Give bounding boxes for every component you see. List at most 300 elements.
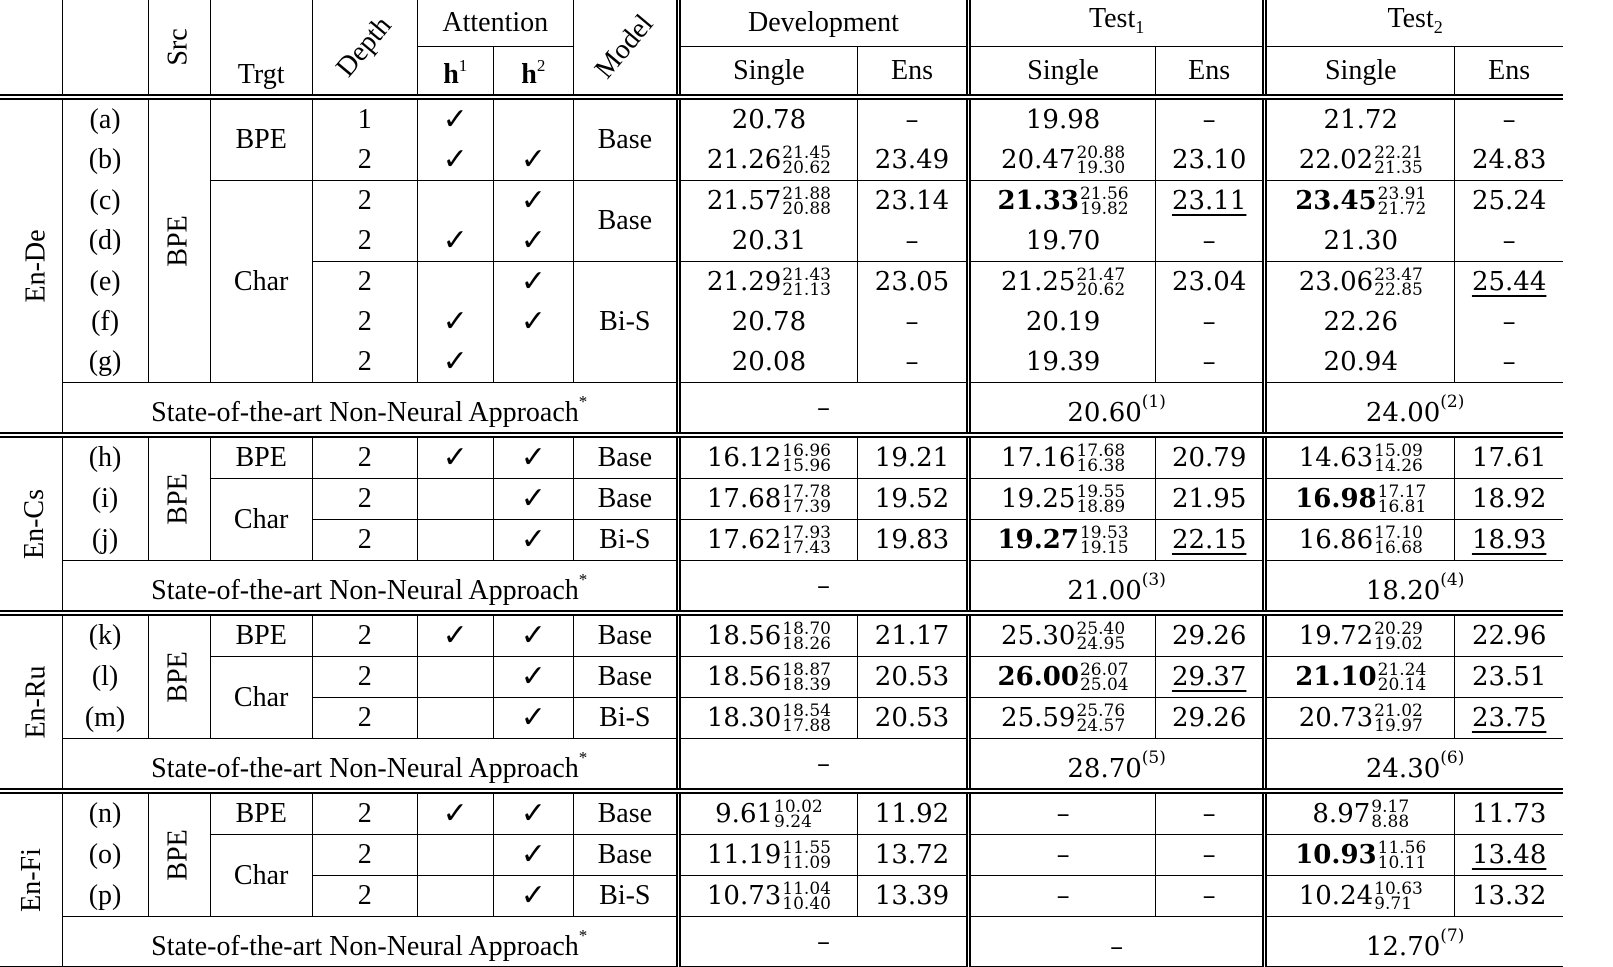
dev-single-cell [678,302,857,342]
score-main: 13.32 [1471,881,1547,911]
dev-single-cell [678,698,857,739]
score-range [1374,523,1423,558]
score-main: 23.05 [874,267,950,297]
sota-test1-value: 20.60 [1067,398,1142,428]
score-value [706,838,831,873]
score-range [1377,482,1427,517]
score-main: – [1202,226,1216,256]
score-range-min: 17.88 [782,716,831,736]
sota-test2-cell [1265,739,1563,792]
score-main: 10.93 [1295,840,1377,870]
row-id: (a) [62,97,148,140]
sota-test2-cell [1265,561,1563,614]
score-value [1172,145,1246,175]
dev-single-cell [678,435,857,479]
score-range-min: 22.85 [1374,280,1423,300]
header-trgt [210,0,312,97]
attention-h1-cell [417,435,493,479]
score-range-min: 19.82 [1079,199,1129,219]
score-range [1079,184,1129,219]
sota-test1-value: 21.00 [1067,576,1142,606]
score-main: 23.51 [1471,662,1547,692]
trgt-cell: Char [210,835,312,917]
score-main: – [1202,307,1216,337]
score-value [1472,621,1546,651]
score-value [875,484,949,514]
checkmark-icon: ✓ [442,343,468,379]
table-body [0,97,1563,967]
score-value [1295,838,1427,873]
t1-ens-cell [1156,698,1265,739]
score-range-max: 17.68 [1076,441,1126,461]
attention-h1-cell [417,342,493,383]
header-t2-single: Single [1265,47,1455,98]
dev-single-cell [678,876,857,917]
language-pair-cell [0,613,62,791]
score-range [1374,143,1423,178]
dev-single-cell [678,791,857,835]
score-range-max: 21.88 [782,184,831,204]
score-value [875,881,949,911]
score-main: 22.26 [1323,307,1398,337]
score-value [1324,226,1398,256]
score-value [1172,662,1246,692]
header-pair-blank [0,0,62,97]
checkmark-icon: ✓ [442,141,468,177]
score-value [1298,441,1423,476]
score-main: 21.30 [1323,226,1398,256]
score-value [1298,265,1423,300]
score-main: 21.72 [1323,105,1398,135]
depth-cell: 2 [312,520,417,561]
score-range-min: 19.97 [1374,716,1423,736]
sota-label-cell [62,561,678,614]
attention-h1-cell [417,302,493,342]
score-main: 21.95 [1171,484,1247,514]
t2-ens-cell [1455,342,1563,383]
depth-cell: 2 [312,221,417,262]
t2-single-cell [1265,835,1455,876]
score-value [875,525,949,555]
score-range-max: 22.21 [1374,143,1423,163]
t1-ens-cell [1156,97,1265,140]
score-main: – [1502,307,1516,337]
score-main: 20.79 [1171,443,1247,473]
score-range-min: 11.09 [782,853,831,873]
sota-dev-value: – [816,392,830,423]
t1-single-cell [969,657,1156,698]
depth-cell: 2 [312,613,417,657]
score-range [1377,838,1427,873]
score-range-min: 17.39 [782,497,831,517]
score-value [1298,619,1423,654]
score-main: 18.56 [706,662,782,692]
score-value [875,840,949,870]
score-value [875,703,949,733]
t2-ens-cell [1455,479,1563,520]
src-label: BPE [163,829,195,881]
score-value [1295,482,1427,517]
checkmark-icon: ✓ [442,101,468,137]
t1-single-cell [969,302,1156,342]
score-value [875,621,949,651]
score-range [774,797,823,832]
dev-single-cell [678,262,857,303]
t2-ens-cell [1455,435,1563,479]
t2-ens-cell [1455,97,1563,140]
sota-asterisk: * [578,570,588,589]
header-t1-single: Single [969,47,1156,98]
row-id: (d) [62,221,148,262]
score-main: – [1502,105,1516,135]
score-value [1203,881,1216,911]
t2-single-cell [1265,302,1455,342]
score-value [1057,881,1070,911]
src-label: BPE [163,473,195,525]
score-range-max: 16.96 [782,441,831,461]
attention-h2-cell [493,698,573,739]
score-range-max: 9.17 [1371,797,1410,817]
dev-single-cell [678,479,857,520]
score-main: 21.10 [1295,662,1377,692]
score-value [906,307,919,337]
depth-cell: 2 [312,479,417,520]
attention-h2-cell [493,613,573,657]
score-value [1172,525,1246,555]
score-value [1172,703,1246,733]
header-h1: $h^1$ [417,47,493,98]
depth-cell: 2 [312,876,417,917]
sota-label: State-of-the-art Non-Neural Approach [151,931,579,962]
t2-single-cell [1265,262,1455,303]
language-pair-cell [0,435,62,613]
row-id: (k) [62,613,148,657]
depth-cell: 2 [312,435,417,479]
score-range-min: 17.43 [782,538,831,558]
header-test1: Test$_1$ [969,0,1265,47]
score-range-max: 23.91 [1377,184,1427,204]
attention-h1-cell [417,613,493,657]
score-main: – [1202,105,1216,135]
score-value [732,307,806,337]
trgt-cell: Char [210,479,312,561]
dev-ens-cell [857,613,968,657]
t2-single-cell [1265,876,1455,917]
score-value [732,347,806,377]
sota-test1-cell [969,917,1265,967]
score-range-min: 18.26 [782,634,831,654]
score-main: – [1502,226,1516,256]
score-range [782,143,831,178]
score-main: 18.93 [1471,525,1547,555]
sota-asterisk: * [578,926,588,945]
score-main: 25.59 [1001,703,1076,733]
t1-ens-cell [1156,435,1265,479]
attention-h1-cell [417,876,493,917]
score-range-min: 25.04 [1079,675,1129,695]
score-value [1324,307,1398,337]
score-range-min: 19.15 [1079,538,1129,558]
score-range-max: 11.04 [782,879,831,899]
score-main: 21.26 [706,145,782,175]
sota-test2-ref: (6) [1440,748,1465,768]
score-main: – [1056,881,1070,911]
checkmark-icon: ✓ [520,480,546,516]
attention-h1-cell [417,181,493,222]
score-range-max: 25.76 [1076,701,1126,721]
checkmark-icon: ✓ [442,617,468,653]
language-pair-label: En-De [20,229,52,303]
score-main: – [905,226,919,256]
checkmark-icon: ✓ [520,263,546,299]
score-main: – [1056,840,1070,870]
score-main: – [1202,881,1216,911]
score-value [1001,265,1126,300]
trgt-cell: BPE [210,613,312,657]
table-row [0,181,1563,222]
score-main: 23.10 [1171,145,1247,175]
sota-test1-cell [969,739,1265,792]
table-row [0,435,1563,479]
src-cell [148,97,210,383]
score-range-min: 24.95 [1076,634,1126,654]
score-value [1172,484,1246,514]
score-main: 18.92 [1471,484,1547,514]
score-value [875,662,949,692]
score-range-min: 10.11 [1377,853,1427,873]
dev-ens-cell [857,342,968,383]
dev-ens-cell [857,791,968,835]
score-range [782,879,831,914]
t1-single-cell [969,97,1156,140]
score-range-min: 19.02 [1374,634,1423,654]
sota-label-cell [62,917,678,967]
row-id: (o) [62,835,148,876]
sota-dev-value: – [816,926,830,957]
model-cell: Base [573,657,678,698]
depth-cell: 2 [312,835,417,876]
score-value [997,660,1129,695]
t2-ens-cell [1455,181,1563,222]
score-range-max: 21.43 [782,265,831,285]
checkmark-icon: ✓ [520,699,546,735]
t2-ens-cell [1455,876,1563,917]
score-main: 20.78 [731,307,807,337]
model-cell: Base [573,97,678,181]
score-value [1172,267,1246,297]
t2-single-cell [1265,435,1455,479]
score-range-min: 16.38 [1076,456,1126,476]
score-value [1298,701,1423,736]
sota-asterisk: * [578,392,588,411]
header-src-label: Src [163,28,195,66]
score-main: 22.96 [1471,621,1547,651]
score-main: 23.04 [1171,267,1247,297]
score-range-max: 21.45 [782,143,831,163]
score-range [1079,523,1129,558]
header-h2: $h^2$ [493,47,573,98]
score-main: 11.73 [1471,799,1547,829]
score-range-max: 20.29 [1374,619,1423,639]
checkmark-icon: ✓ [442,303,468,339]
header-id-blank [62,0,148,97]
score-range [782,660,831,695]
t2-single-cell [1265,520,1455,561]
header-test2: Test$_2$ [1265,0,1563,47]
score-range-min: 16.81 [1377,497,1427,517]
t2-single-cell [1265,97,1455,140]
score-range-max: 17.17 [1377,482,1427,502]
depth-cell: 2 [312,342,417,383]
score-range [1374,879,1423,914]
checkmark-icon: ✓ [520,658,546,694]
t2-single-cell [1265,221,1455,262]
depth-cell: 2 [312,657,417,698]
t1-ens-cell [1156,262,1265,303]
score-main: 21.25 [1001,267,1076,297]
score-range-min: 20.88 [782,199,831,219]
attention-h2-cell [493,657,573,698]
score-main: 23.14 [874,186,950,216]
t2-ens-cell [1455,140,1563,181]
score-main: 23.11 [1171,186,1247,216]
score-value [706,441,831,476]
score-main: – [1202,799,1216,829]
score-value [1298,523,1423,558]
language-pair-cell [0,791,62,967]
dev-ens-cell [857,657,968,698]
score-value [706,265,831,300]
t1-single-cell [969,698,1156,739]
score-range-min: 18.89 [1076,497,1126,517]
score-main: 17.62 [706,525,782,555]
score-main: 13.39 [874,881,950,911]
row-id: (h) [62,435,148,479]
score-value [1295,660,1427,695]
sota-test1-ref: (5) [1141,748,1166,768]
score-value [1026,226,1100,256]
dev-ens-cell [857,262,968,303]
score-range-min: 20.14 [1377,675,1427,695]
attention-h2-cell [493,876,573,917]
score-main: 8.97 [1312,799,1371,829]
score-range-max: 17.93 [782,523,831,543]
sota-dev-cell [678,383,968,436]
score-value [706,879,831,914]
dev-ens-cell [857,435,968,479]
t1-ens-cell [1156,181,1265,222]
t1-ens-cell [1156,520,1265,561]
model-cell: Base [573,835,678,876]
score-range [1076,265,1126,300]
sota-test1-cell [969,383,1265,436]
dev-single-cell [678,520,857,561]
checkmark-icon: ✓ [520,303,546,339]
score-range-max: 18.87 [782,660,831,680]
score-main: – [1202,840,1216,870]
score-main: 20.53 [874,703,950,733]
t2-ens-cell [1455,262,1563,303]
t1-single-cell [969,835,1156,876]
score-range [782,619,831,654]
score-value [1472,525,1546,555]
score-main: 25.30 [1001,621,1076,651]
score-range-min: 10.40 [782,894,831,914]
score-main: 24.83 [1471,145,1547,175]
header-t1-ens: Ens [1188,54,1231,86]
score-value [1026,347,1100,377]
row-id: (f) [62,302,148,342]
dev-ens-cell [857,221,968,262]
checkmark-icon: ✓ [520,836,546,872]
score-range [782,482,831,517]
t1-ens-cell [1156,342,1265,383]
score-value [1472,267,1546,297]
score-range [1374,701,1423,736]
depth-cell: 2 [312,181,417,222]
score-value [1312,797,1410,832]
checkmark-icon: ✓ [520,877,546,913]
score-value [715,797,823,832]
score-main: 26.00 [997,662,1079,692]
score-value [1324,347,1398,377]
dev-ens-cell [857,140,968,181]
dev-ens-cell [857,181,968,222]
sota-asterisk: * [578,748,588,767]
attention-h2-cell [493,435,573,479]
score-main: 19.21 [874,443,950,473]
score-range [782,441,831,476]
depth-cell: 2 [312,698,417,739]
header-model-label: Model [589,8,660,85]
sota-test2-cell [1265,917,1563,967]
dev-single-cell [678,657,857,698]
score-value [1001,701,1126,736]
sota-test2-value: 24.00 [1365,398,1441,428]
score-range-max: 18.54 [782,701,831,721]
table-row [0,613,1563,657]
dev-single-cell [678,97,857,140]
score-value [1472,186,1546,216]
src-cell [148,435,210,561]
src-label: BPE [163,651,195,703]
dev-single-cell [678,342,857,383]
t2-single-cell [1265,479,1455,520]
sota-row [0,917,1563,967]
score-main: 19.70 [1025,226,1101,256]
attention-h2-cell [493,262,573,303]
score-value [1472,484,1546,514]
language-pair-label: En-Fi [15,848,47,912]
score-value [1472,799,1546,829]
score-range-max: 19.55 [1076,482,1126,502]
t1-ens-cell [1156,835,1265,876]
t1-single-cell [969,262,1156,303]
score-main: 20.73 [1298,703,1374,733]
score-main: – [905,105,919,135]
t2-ens-cell [1455,657,1563,698]
score-value [1001,143,1126,178]
attention-h2-cell [493,97,573,140]
score-value [997,184,1129,219]
score-main: 21.29 [706,267,782,297]
score-value [1001,441,1126,476]
dev-ens-cell [857,876,968,917]
score-range-max: 23.47 [1374,265,1423,285]
t1-ens-cell [1156,140,1265,181]
t1-single-cell [969,479,1156,520]
score-value [1472,662,1546,692]
